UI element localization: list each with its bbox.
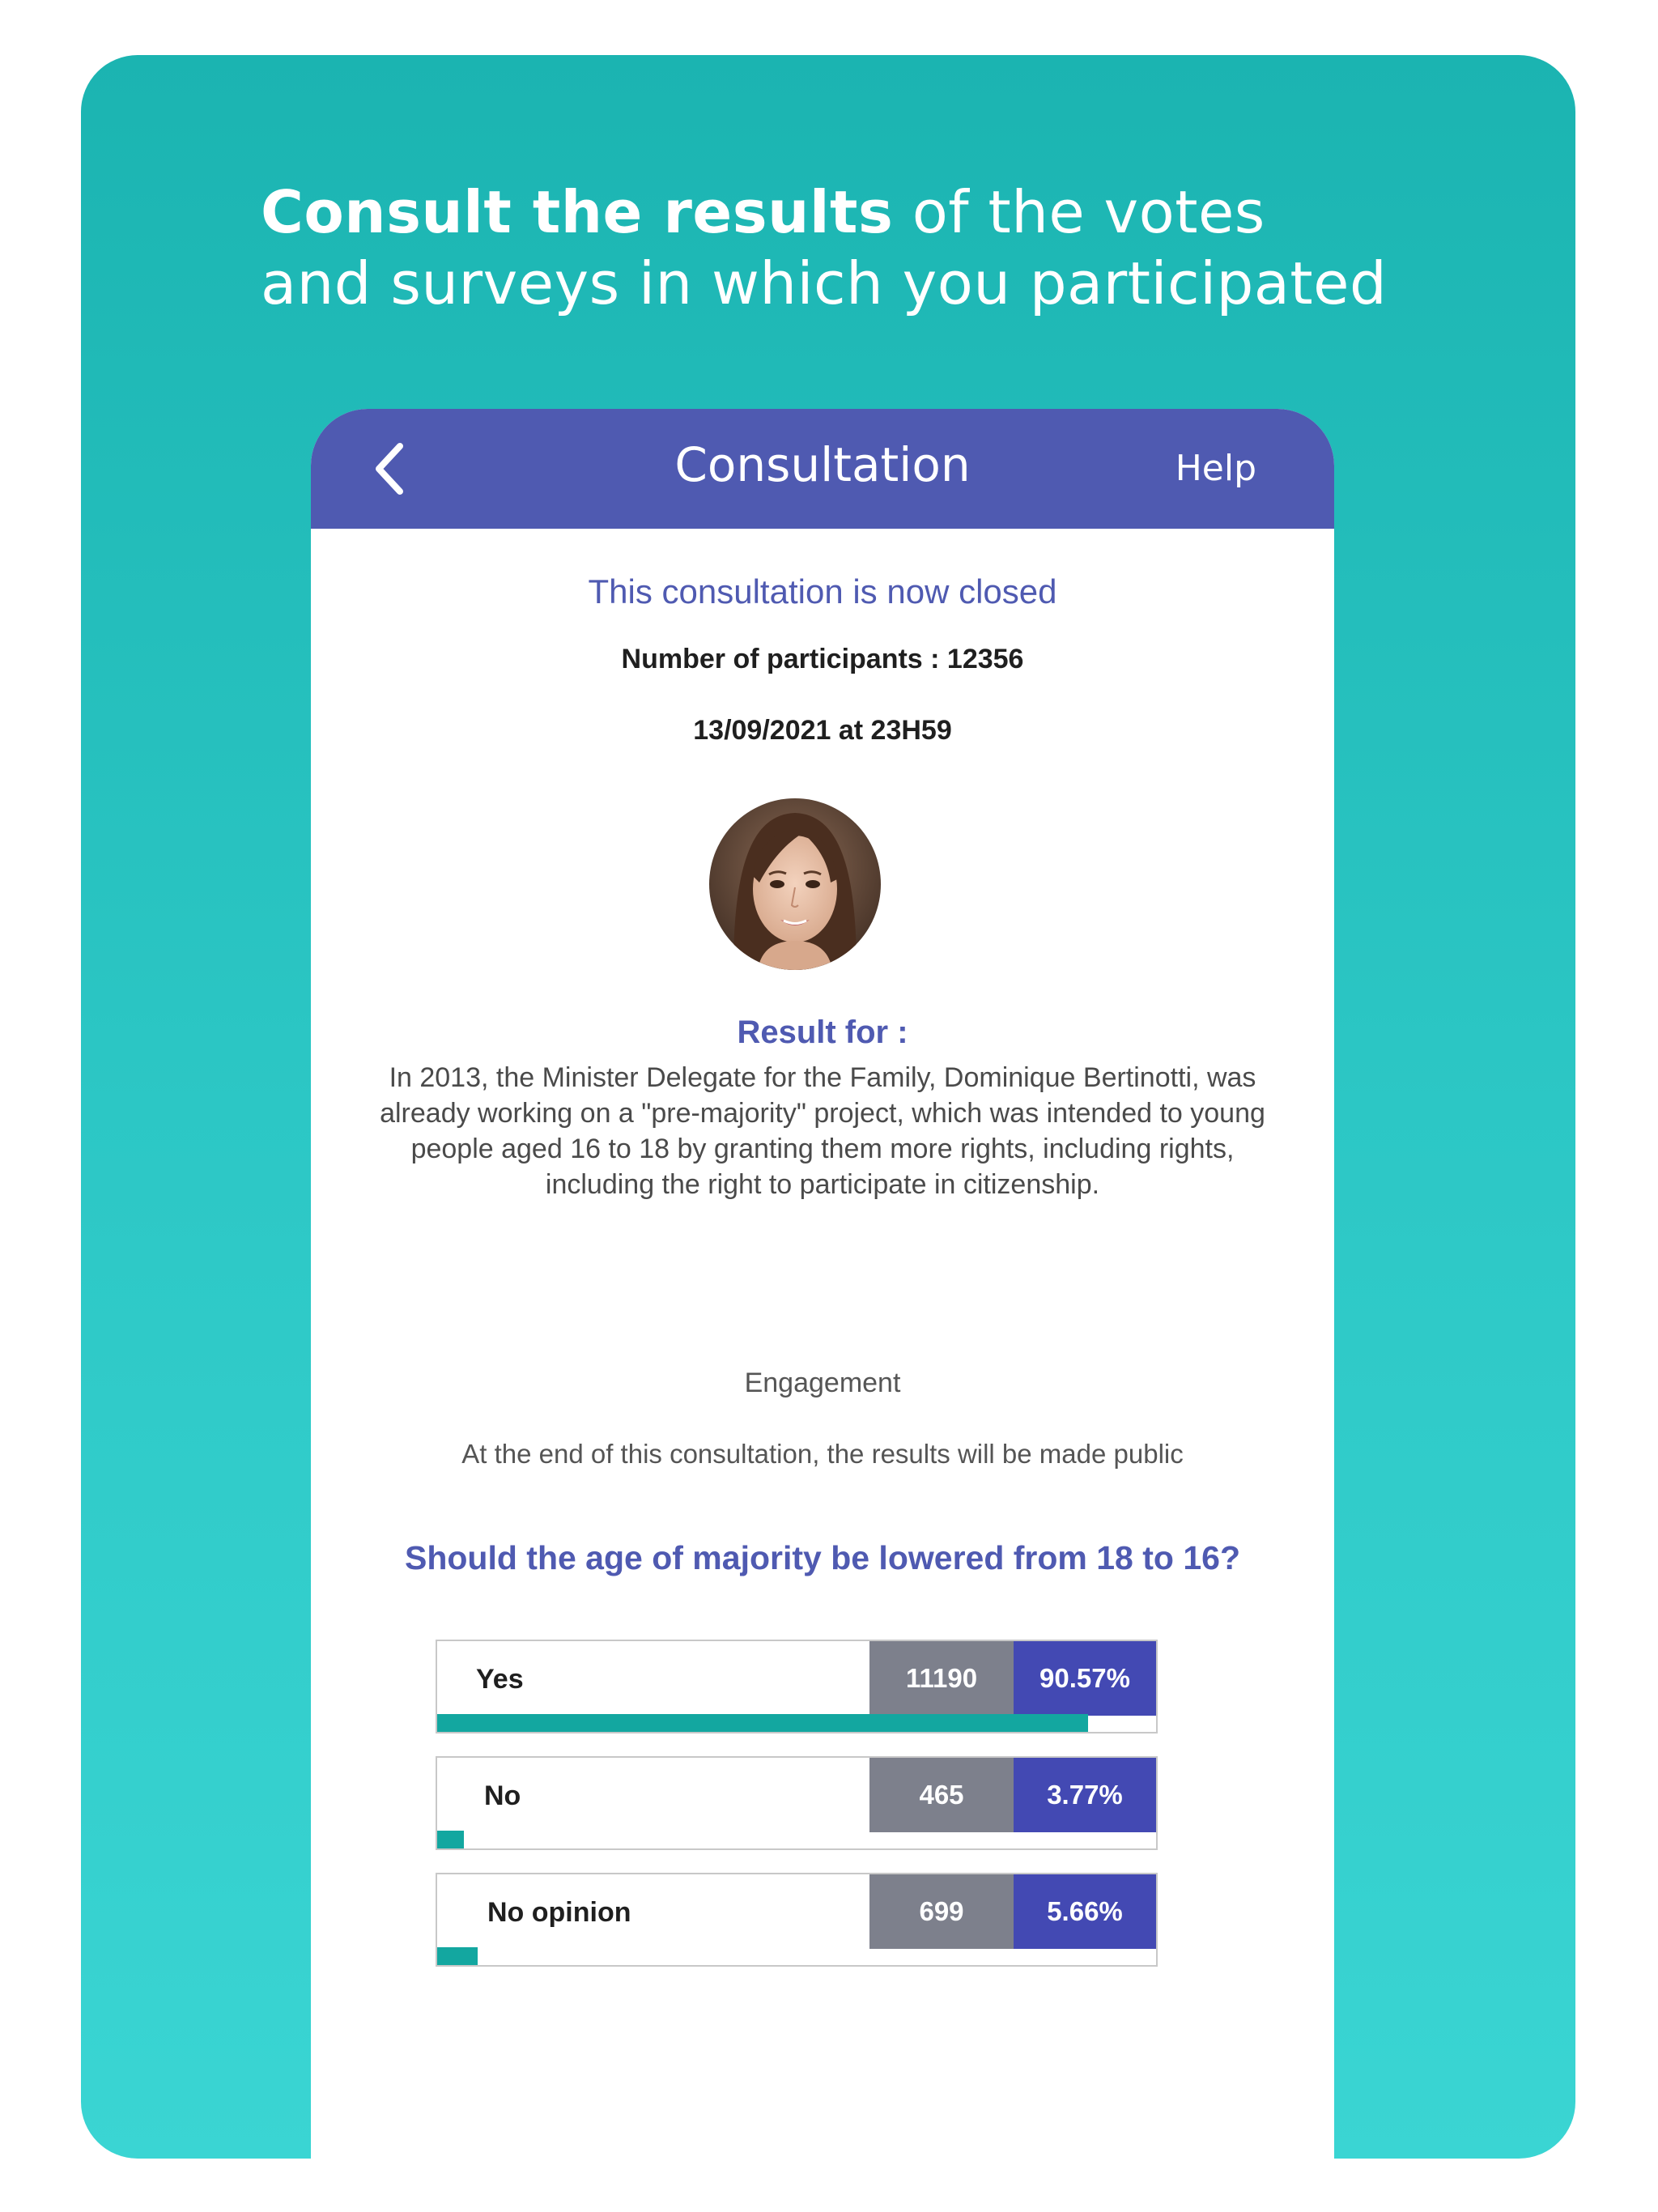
option-count: 699 <box>869 1874 1014 1949</box>
engagement-label: Engagement <box>744 1368 901 1398</box>
nav-bar <box>311 409 1334 529</box>
headline-line2: and surveys in which you participated <box>261 249 1388 317</box>
result-option-yes[interactable] <box>436 1640 1158 1733</box>
avatar <box>709 798 881 970</box>
option-count: 11190 <box>869 1641 1014 1716</box>
avatar-portrait <box>709 798 881 970</box>
option-percent: 90.57% <box>1014 1641 1156 1716</box>
option-progress-bar <box>437 1714 1088 1732</box>
consultation-description: In 2013, the Minister Delegate for the Family, Dominique Bertinotti, was already working on a "pre-majority" project, which was intended to young people aged 16 to 18 by granting them more rights, including rights, including the right to participate in citizenship. <box>380 1062 1265 1200</box>
option-percent: 5.66% <box>1014 1874 1156 1949</box>
option-count: 465 <box>869 1758 1014 1832</box>
option-progress-bar <box>437 1831 464 1848</box>
result-for-heading: Result for : <box>737 1015 908 1050</box>
option-label: No <box>484 1780 521 1811</box>
promo-headline <box>261 177 1475 319</box>
headline-rest: of the votes <box>893 178 1265 246</box>
option-label: No opinion <box>487 1897 631 1928</box>
headline-bold: Consult the results <box>261 178 894 246</box>
status-text: This consultation is now closed <box>588 572 1057 610</box>
option-progress-bar <box>437 1947 478 1965</box>
nav-title: Consultation <box>674 437 971 492</box>
back-button[interactable] <box>359 436 424 501</box>
chevron-left-icon <box>359 436 424 501</box>
result-option-no-opinion[interactable] <box>436 1873 1158 1967</box>
public-note: At the end of this consultation, the results will be made public <box>461 1439 1184 1469</box>
results-list <box>436 1640 1158 1989</box>
result-option-no[interactable] <box>436 1756 1158 1850</box>
closing-date: 13/09/2021 at 23H59 <box>693 715 952 746</box>
option-label: Yes <box>476 1664 524 1695</box>
app-screen <box>311 409 1334 2212</box>
participants-count: Number of participants : 12356 <box>621 644 1024 674</box>
option-percent: 3.77% <box>1014 1758 1156 1832</box>
question-title: Should the age of majority be lowered from 18 to 16? <box>404 1539 1240 1576</box>
help-button[interactable]: Help <box>1175 448 1256 489</box>
